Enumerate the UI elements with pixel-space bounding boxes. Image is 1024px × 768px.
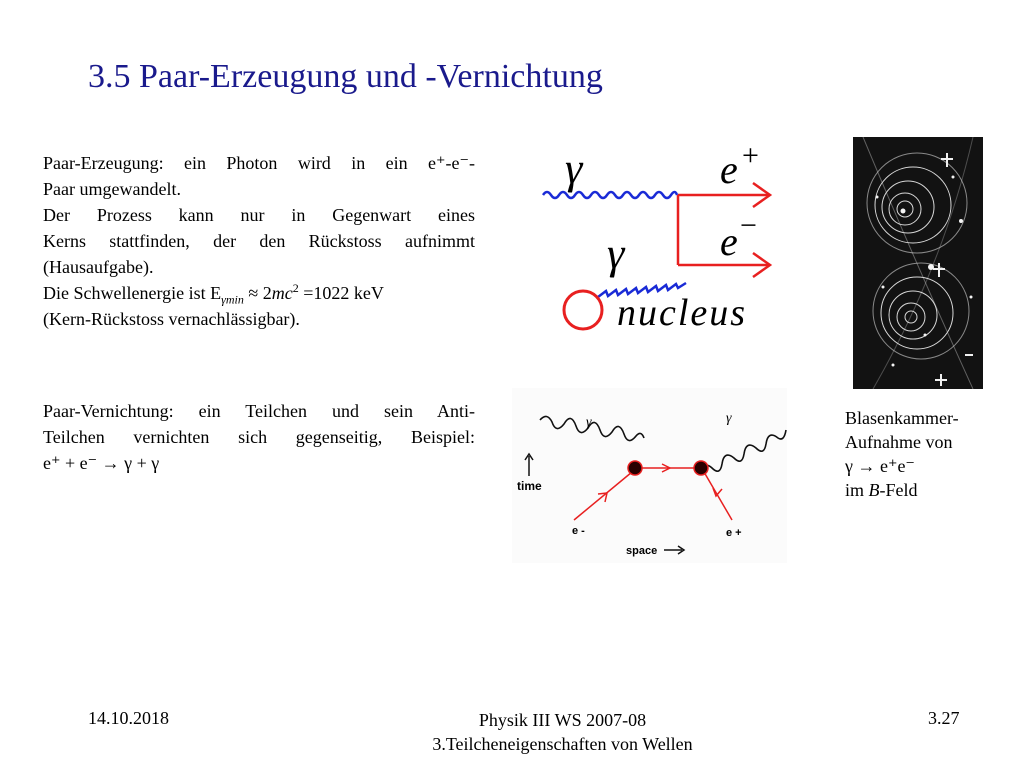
electron-label: e - [572, 525, 585, 537]
footer-page-number: 3.27 [928, 708, 960, 728]
creation-line-5: (Hausaufgabe). [43, 257, 154, 277]
nucleus-label: nucleus [617, 292, 748, 334]
gamma-label-bottom: γ [607, 229, 625, 278]
footer-date: 14.10.2018 [88, 708, 169, 728]
threshold-subscript: γmin [221, 292, 244, 307]
gamma-label-left: γ [586, 415, 592, 430]
positron-sign-label: + [742, 139, 759, 172]
caption-line-2: Aufnahme von [845, 432, 953, 452]
caption-im: im [845, 480, 869, 500]
time-label: time [517, 479, 542, 493]
threshold-prefix: Die Schwellenergie ist E [43, 283, 222, 303]
gamma-label-top: γ [565, 144, 583, 193]
pair-creation-text [43, 150, 475, 332]
slide-title: 3.5 Paar-Erzeugung und -Vernichtung [88, 58, 603, 95]
positron-label: e + [726, 527, 742, 539]
creation-line-1: Paar-Erzeugung: ein Photon wird in ein e⁺-e⁻- [43, 153, 475, 173]
threshold-suffix: =1022 keV [298, 283, 384, 303]
vertex-right [694, 461, 708, 475]
electron-e-label: e [720, 219, 738, 264]
nucleus-circle [564, 291, 602, 329]
threshold-sup: 2 [292, 281, 299, 295]
creation-line-3: Der Prozess kann nur in Gegenwart eines [43, 205, 475, 225]
electron-sign-label: − [740, 209, 757, 242]
creation-line-7: (Kern-Rückstoss vernachlässigbar). [43, 309, 300, 329]
threshold-approx: ≈ 2 [243, 283, 272, 303]
footer-chapter: 3.Teilcheneigenschaften von Wellen [432, 734, 693, 754]
positron-e-label: e [720, 147, 738, 192]
creation-line-2: Paar umgewandelt. [43, 179, 181, 199]
vertex-left [628, 461, 642, 475]
annihilation-line-3: e⁺ + e⁻ → γ + γ [43, 453, 160, 473]
caption-line-1: Blasenkammer- [845, 408, 959, 428]
pair-annihilation-diagram [512, 388, 787, 563]
caption-feld: -Feld [879, 480, 918, 500]
annihilation-line-1: Paar-Vernichtung: ein Teilchen und sein Anti- [43, 401, 475, 421]
caption-b-field: B [868, 480, 880, 500]
creation-line-4: Kerns stattfinden, der den Rückstoss aufnimmt [43, 231, 475, 251]
bubble-chamber-photo [853, 137, 983, 389]
pair-annihilation-text [43, 398, 475, 476]
electron-incoming [574, 472, 632, 520]
footer-course [380, 708, 745, 756]
creation-line-6 [43, 280, 475, 306]
photon-wave-left [540, 416, 644, 440]
gamma-label-right: γ [726, 411, 732, 426]
caption-line-3: γ → e⁺e⁻ [845, 456, 915, 476]
footer-course-title: Physik III WS 2007-08 [478, 710, 647, 730]
pair-creation-diagram [535, 135, 790, 345]
threshold-mc: mc [271, 283, 293, 303]
photon-wave-right [702, 430, 786, 471]
annihilation-line-2: Teilchen vernichten sich gegenseitig, Beispiel: [43, 427, 475, 447]
photon-wave-top [543, 192, 677, 198]
photo-caption [845, 406, 959, 502]
caption-line-4 [845, 478, 959, 502]
space-label: space [626, 545, 658, 557]
positron-incoming [704, 472, 732, 520]
